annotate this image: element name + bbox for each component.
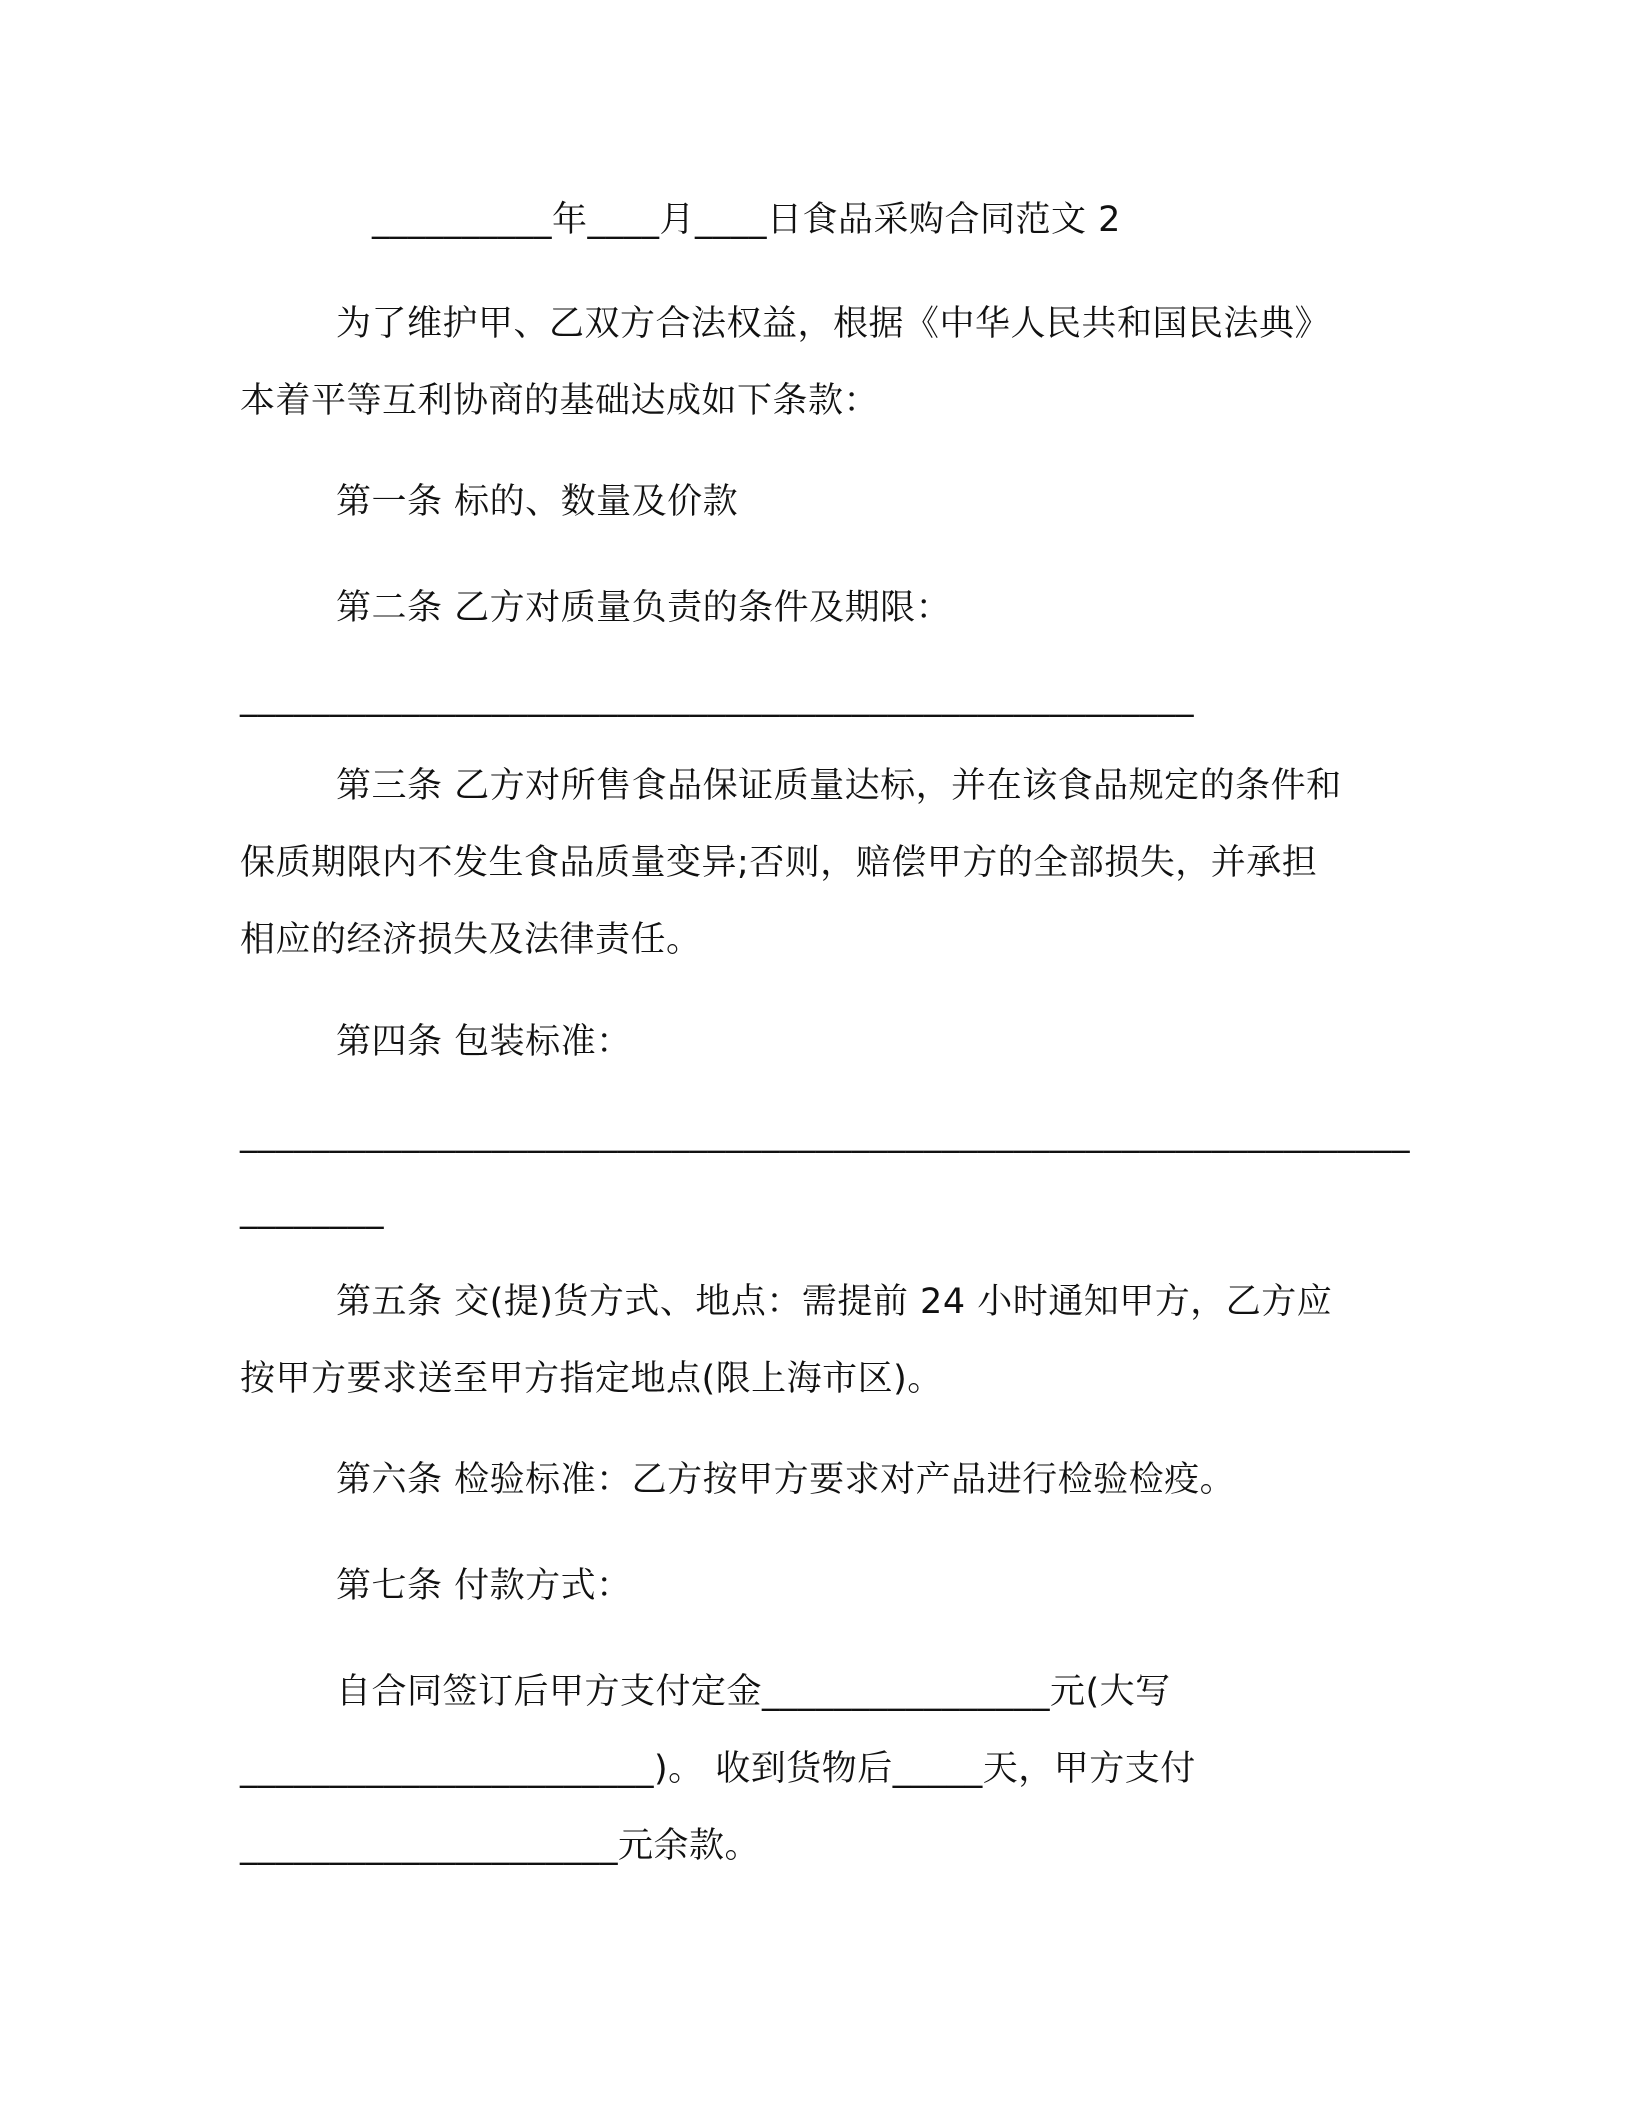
article-2-heading: 第二条 乙方对质量负责的条件及期限： xyxy=(336,588,952,628)
article-6-heading: 第六条 检验标准：乙方按甲方要求对产品进行检验检疫。 xyxy=(336,1460,1236,1500)
preamble-line-2: 本着平等互利协商的基础达成如下条款： xyxy=(240,381,880,421)
article-2-blank: _____________________________________________________ xyxy=(240,678,1194,718)
article-5-line-2: 按甲方要求送至甲方指定地点(限上海市区)。 xyxy=(240,1359,943,1399)
payment-line-2: _______________________)。 收到货物后_____天，甲方支付 xyxy=(240,1749,1196,1789)
article-3-line-3: 相应的经济损失及法律责任。 xyxy=(240,920,702,960)
article-1-heading: 第一条 标的、数量及价款 xyxy=(336,482,739,522)
article-3-line-1: 第三条 乙方对所售食品保证质量达标，并在该食品规定的条件和 xyxy=(336,766,1342,806)
article-7-heading: 第七条 付款方式： xyxy=(336,1566,632,1606)
article-5-line-1: 第五条 交(提)货方式、地点：需提前 24 小时通知甲方，乙方应 xyxy=(336,1282,1333,1322)
article-4-blank-line-2: ________ xyxy=(240,1190,384,1230)
document-title: __________年____月____日食品采购合同范文 2 xyxy=(372,200,1121,240)
article-3-line-2: 保质期限内不发生食品质量变异;否则，赔偿甲方的全部损失，并承担 xyxy=(240,843,1318,883)
article-4-blank-line-1: _________________________________________________________________ xyxy=(240,1114,1410,1154)
payment-line-1: 自合同签订后甲方支付定金________________元(大写 xyxy=(336,1672,1171,1712)
payment-line-3: _____________________元余款。 xyxy=(240,1826,761,1866)
article-4-heading: 第四条 包装标准： xyxy=(336,1022,632,1062)
preamble-line-1: 为了维护甲、乙双方合法权益，根据《中华人民共和国民法典》 xyxy=(336,304,1331,344)
